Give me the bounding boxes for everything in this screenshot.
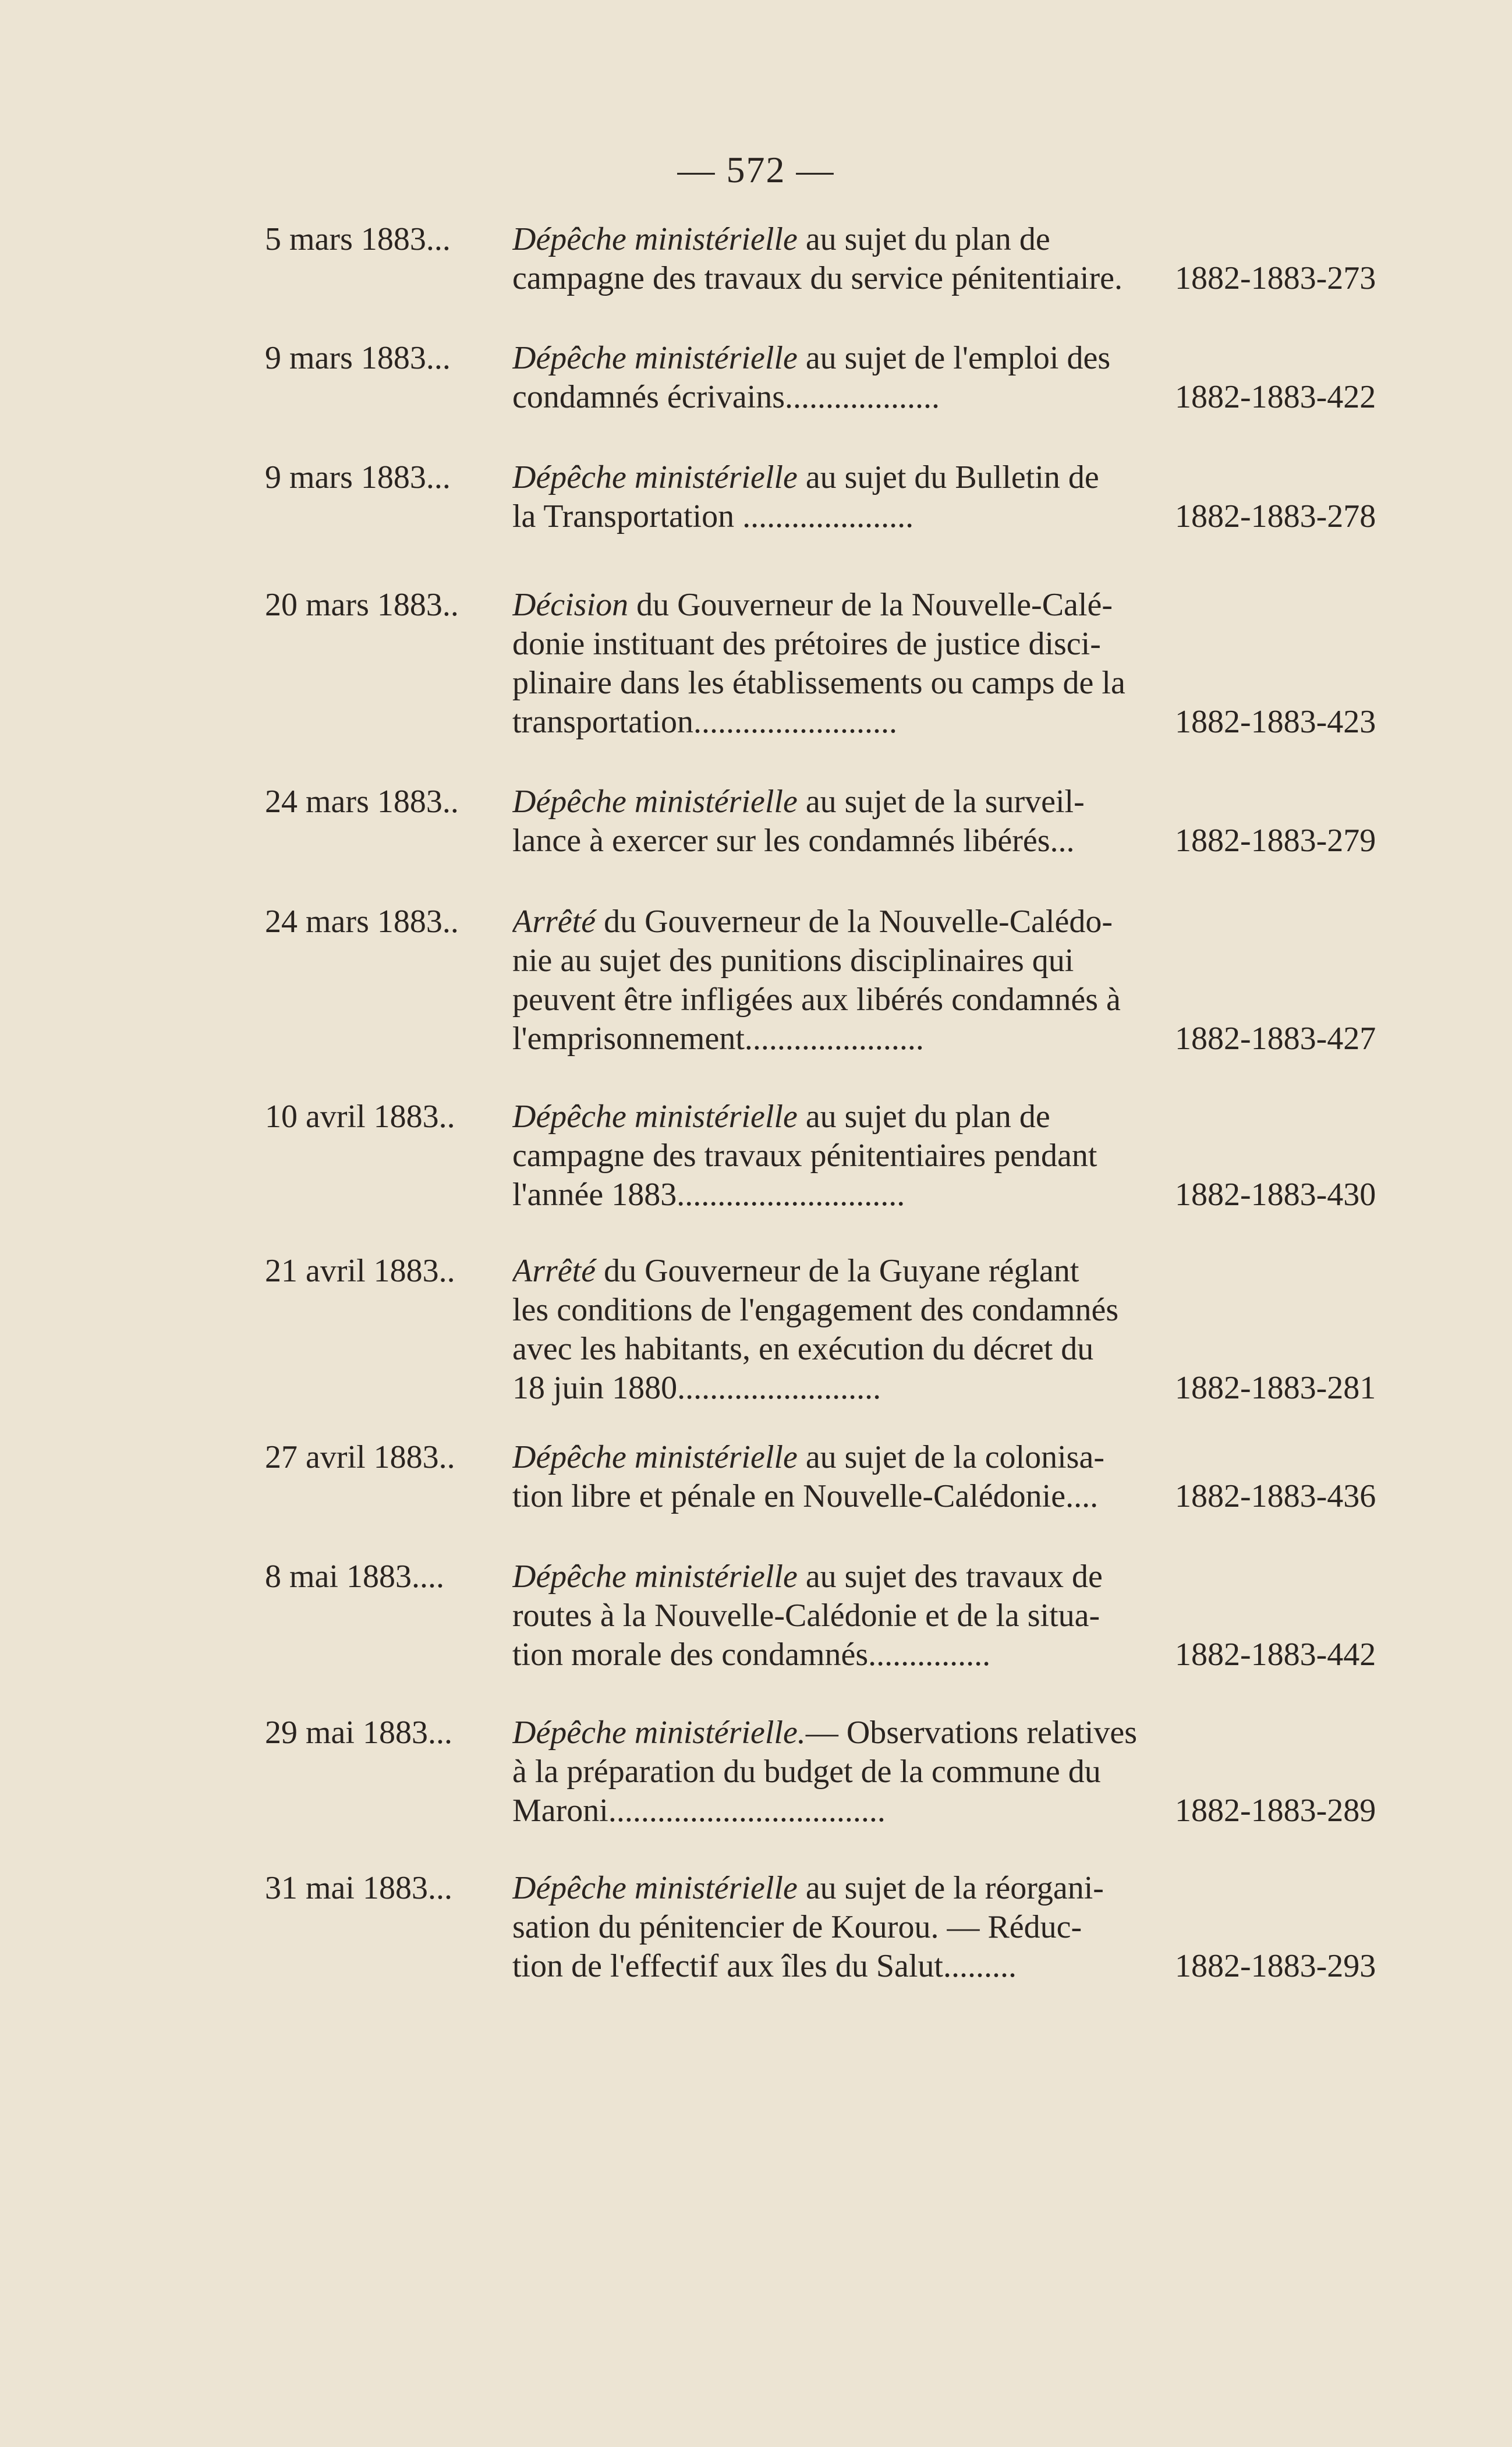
entry-date: 20 mars 1883.. xyxy=(265,587,459,623)
entry-type: Dépêche ministérielle xyxy=(512,1099,798,1135)
description-line xyxy=(512,1438,1170,1477)
description-line: campagne des travaux du service pénitentiaire. xyxy=(512,260,1123,296)
entry-type: Arrêté xyxy=(512,1253,596,1289)
entry-date: 27 avril 1883.. xyxy=(265,1439,455,1475)
description-text: au sujet du Bulletin de xyxy=(797,459,1099,495)
entry-date: 21 avril 1883.. xyxy=(265,1253,455,1289)
entry-description xyxy=(512,1252,1170,1408)
entry-type: Dépêche ministérielle xyxy=(512,221,798,257)
entry-type: Dépêche ministérielle xyxy=(512,1559,798,1595)
entry-reference: 1882-1883-422 xyxy=(1175,379,1376,415)
description-line: la Transportation ..................... xyxy=(512,498,914,534)
description-line xyxy=(512,1097,1170,1136)
entry-reference: 1882-1883-442 xyxy=(1175,1637,1376,1673)
description-line xyxy=(512,586,1170,625)
entry-reference: 1882-1883-289 xyxy=(1175,1793,1376,1829)
description-text: — Observations relatives xyxy=(805,1715,1137,1751)
entry-reference: 1882-1883-278 xyxy=(1175,498,1376,534)
entry-description xyxy=(512,458,1170,536)
entry-reference: 1882-1883-273 xyxy=(1175,260,1376,296)
description-line: condamnés écrivains................... xyxy=(512,379,940,415)
entry-date: 24 mars 1883.. xyxy=(265,904,459,940)
entry-description xyxy=(512,1869,1170,1986)
description-line xyxy=(512,782,1170,821)
description-line xyxy=(512,1557,1170,1596)
entry-description xyxy=(512,1097,1170,1214)
description-text: au sujet des travaux de xyxy=(797,1559,1103,1595)
description-line xyxy=(512,1713,1170,1752)
description-text: du Gouverneur de la Guyane réglant xyxy=(596,1253,1079,1289)
description-line: tion libre et pénale en Nouvelle-Calédonie.... xyxy=(512,1478,1099,1514)
description-text: au sujet du plan de xyxy=(797,221,1050,257)
description-line xyxy=(512,1252,1170,1291)
description-line xyxy=(512,1869,1170,1908)
entry-type: Dépêche ministérielle. xyxy=(512,1715,806,1751)
entry-date: 29 mai 1883... xyxy=(265,1715,452,1751)
entry-reference: 1882-1883-430 xyxy=(1175,1177,1376,1213)
entry-date: 9 mars 1883... xyxy=(265,459,451,495)
description-line: l'emprisonnement...................... xyxy=(512,1021,924,1057)
description-line: peuvent être infligées aux libérés condamnés à xyxy=(512,982,1121,1018)
description-text: du Gouverneur de la Nouvelle-Calédo- xyxy=(596,904,1113,940)
entry-type: Décision xyxy=(512,587,629,623)
entry-type: Dépêche ministérielle xyxy=(512,784,798,820)
description-line: 18 juin 1880......................... xyxy=(512,1370,881,1406)
entry-date: 9 mars 1883... xyxy=(265,340,451,376)
entry-reference: 1882-1883-427 xyxy=(1175,1021,1376,1057)
description-text: au sujet de l'emploi des xyxy=(797,340,1111,376)
description-line xyxy=(512,339,1170,378)
page-number: — 572 — xyxy=(677,149,835,190)
entry-date: 5 mars 1883... xyxy=(265,221,451,257)
entry-type: Arrêté xyxy=(512,904,596,940)
entry-description xyxy=(512,1438,1170,1516)
entry-reference: 1882-1883-281 xyxy=(1175,1370,1376,1406)
description-text: au sujet de la surveil- xyxy=(797,784,1085,820)
description-line xyxy=(512,458,1170,497)
description-line: transportation......................... xyxy=(512,704,898,740)
description-text: au sujet du plan de xyxy=(797,1099,1050,1135)
description-line: l'année 1883............................ xyxy=(512,1177,905,1213)
description-line: avec les habitants, en exécution du décret du xyxy=(512,1331,1094,1367)
description-line: tion de l'effectif aux îles du Salut......... xyxy=(512,1948,1017,1984)
description-line: Maroni.................................. xyxy=(512,1793,886,1829)
entry-reference: 1882-1883-293 xyxy=(1175,1948,1376,1984)
entry-type: Dépêche ministérielle xyxy=(512,1870,798,1906)
description-line: plinaire dans les établissements ou camps de la xyxy=(512,665,1125,701)
description-text: du Gouverneur de la Nouvelle-Calé- xyxy=(628,587,1113,623)
description-line: tion morale des condamnés............... xyxy=(512,1637,991,1673)
entry-description xyxy=(512,339,1170,417)
description-line: sation du pénitencier de Kourou. — Réduc- xyxy=(512,1909,1082,1945)
description-line: routes à la Nouvelle-Calédonie et de la situa- xyxy=(512,1598,1100,1634)
entry-date: 8 mai 1883.... xyxy=(265,1559,444,1595)
entry-description xyxy=(512,586,1170,742)
description-line: les conditions de l'engagement des condamnés xyxy=(512,1292,1119,1328)
description-line xyxy=(512,902,1170,941)
entry-type: Dépêche ministérielle xyxy=(512,459,798,495)
description-line: à la préparation du budget de la commune du xyxy=(512,1754,1101,1790)
description-line: lance à exercer sur les condamnés libérés... xyxy=(512,823,1075,859)
entry-date: 24 mars 1883.. xyxy=(265,784,459,820)
description-line: donie instituant des prétoires de justice disci- xyxy=(512,626,1101,662)
entry-description xyxy=(512,902,1170,1058)
entry-type: Dépêche ministérielle xyxy=(512,340,798,376)
entry-description xyxy=(512,220,1170,298)
description-text: au sujet de la réorgani- xyxy=(797,1870,1104,1906)
entry-description xyxy=(512,1557,1170,1674)
entry-reference: 1882-1883-279 xyxy=(1175,823,1376,859)
description-line xyxy=(512,220,1170,259)
entry-date: 10 avril 1883.. xyxy=(265,1099,455,1135)
entry-description xyxy=(512,1713,1170,1830)
description-text: au sujet de la colonisa- xyxy=(797,1439,1104,1475)
entry-reference: 1882-1883-423 xyxy=(1175,704,1376,740)
entry-type: Dépêche ministérielle xyxy=(512,1439,798,1475)
description-line: nie au sujet des punitions disciplinaires qui xyxy=(512,943,1074,979)
entry-description xyxy=(512,782,1170,860)
description-line: campagne des travaux pénitentiaires pendant xyxy=(512,1138,1097,1174)
entry-reference: 1882-1883-436 xyxy=(1175,1478,1376,1514)
entry-date: 31 mai 1883... xyxy=(265,1870,452,1906)
